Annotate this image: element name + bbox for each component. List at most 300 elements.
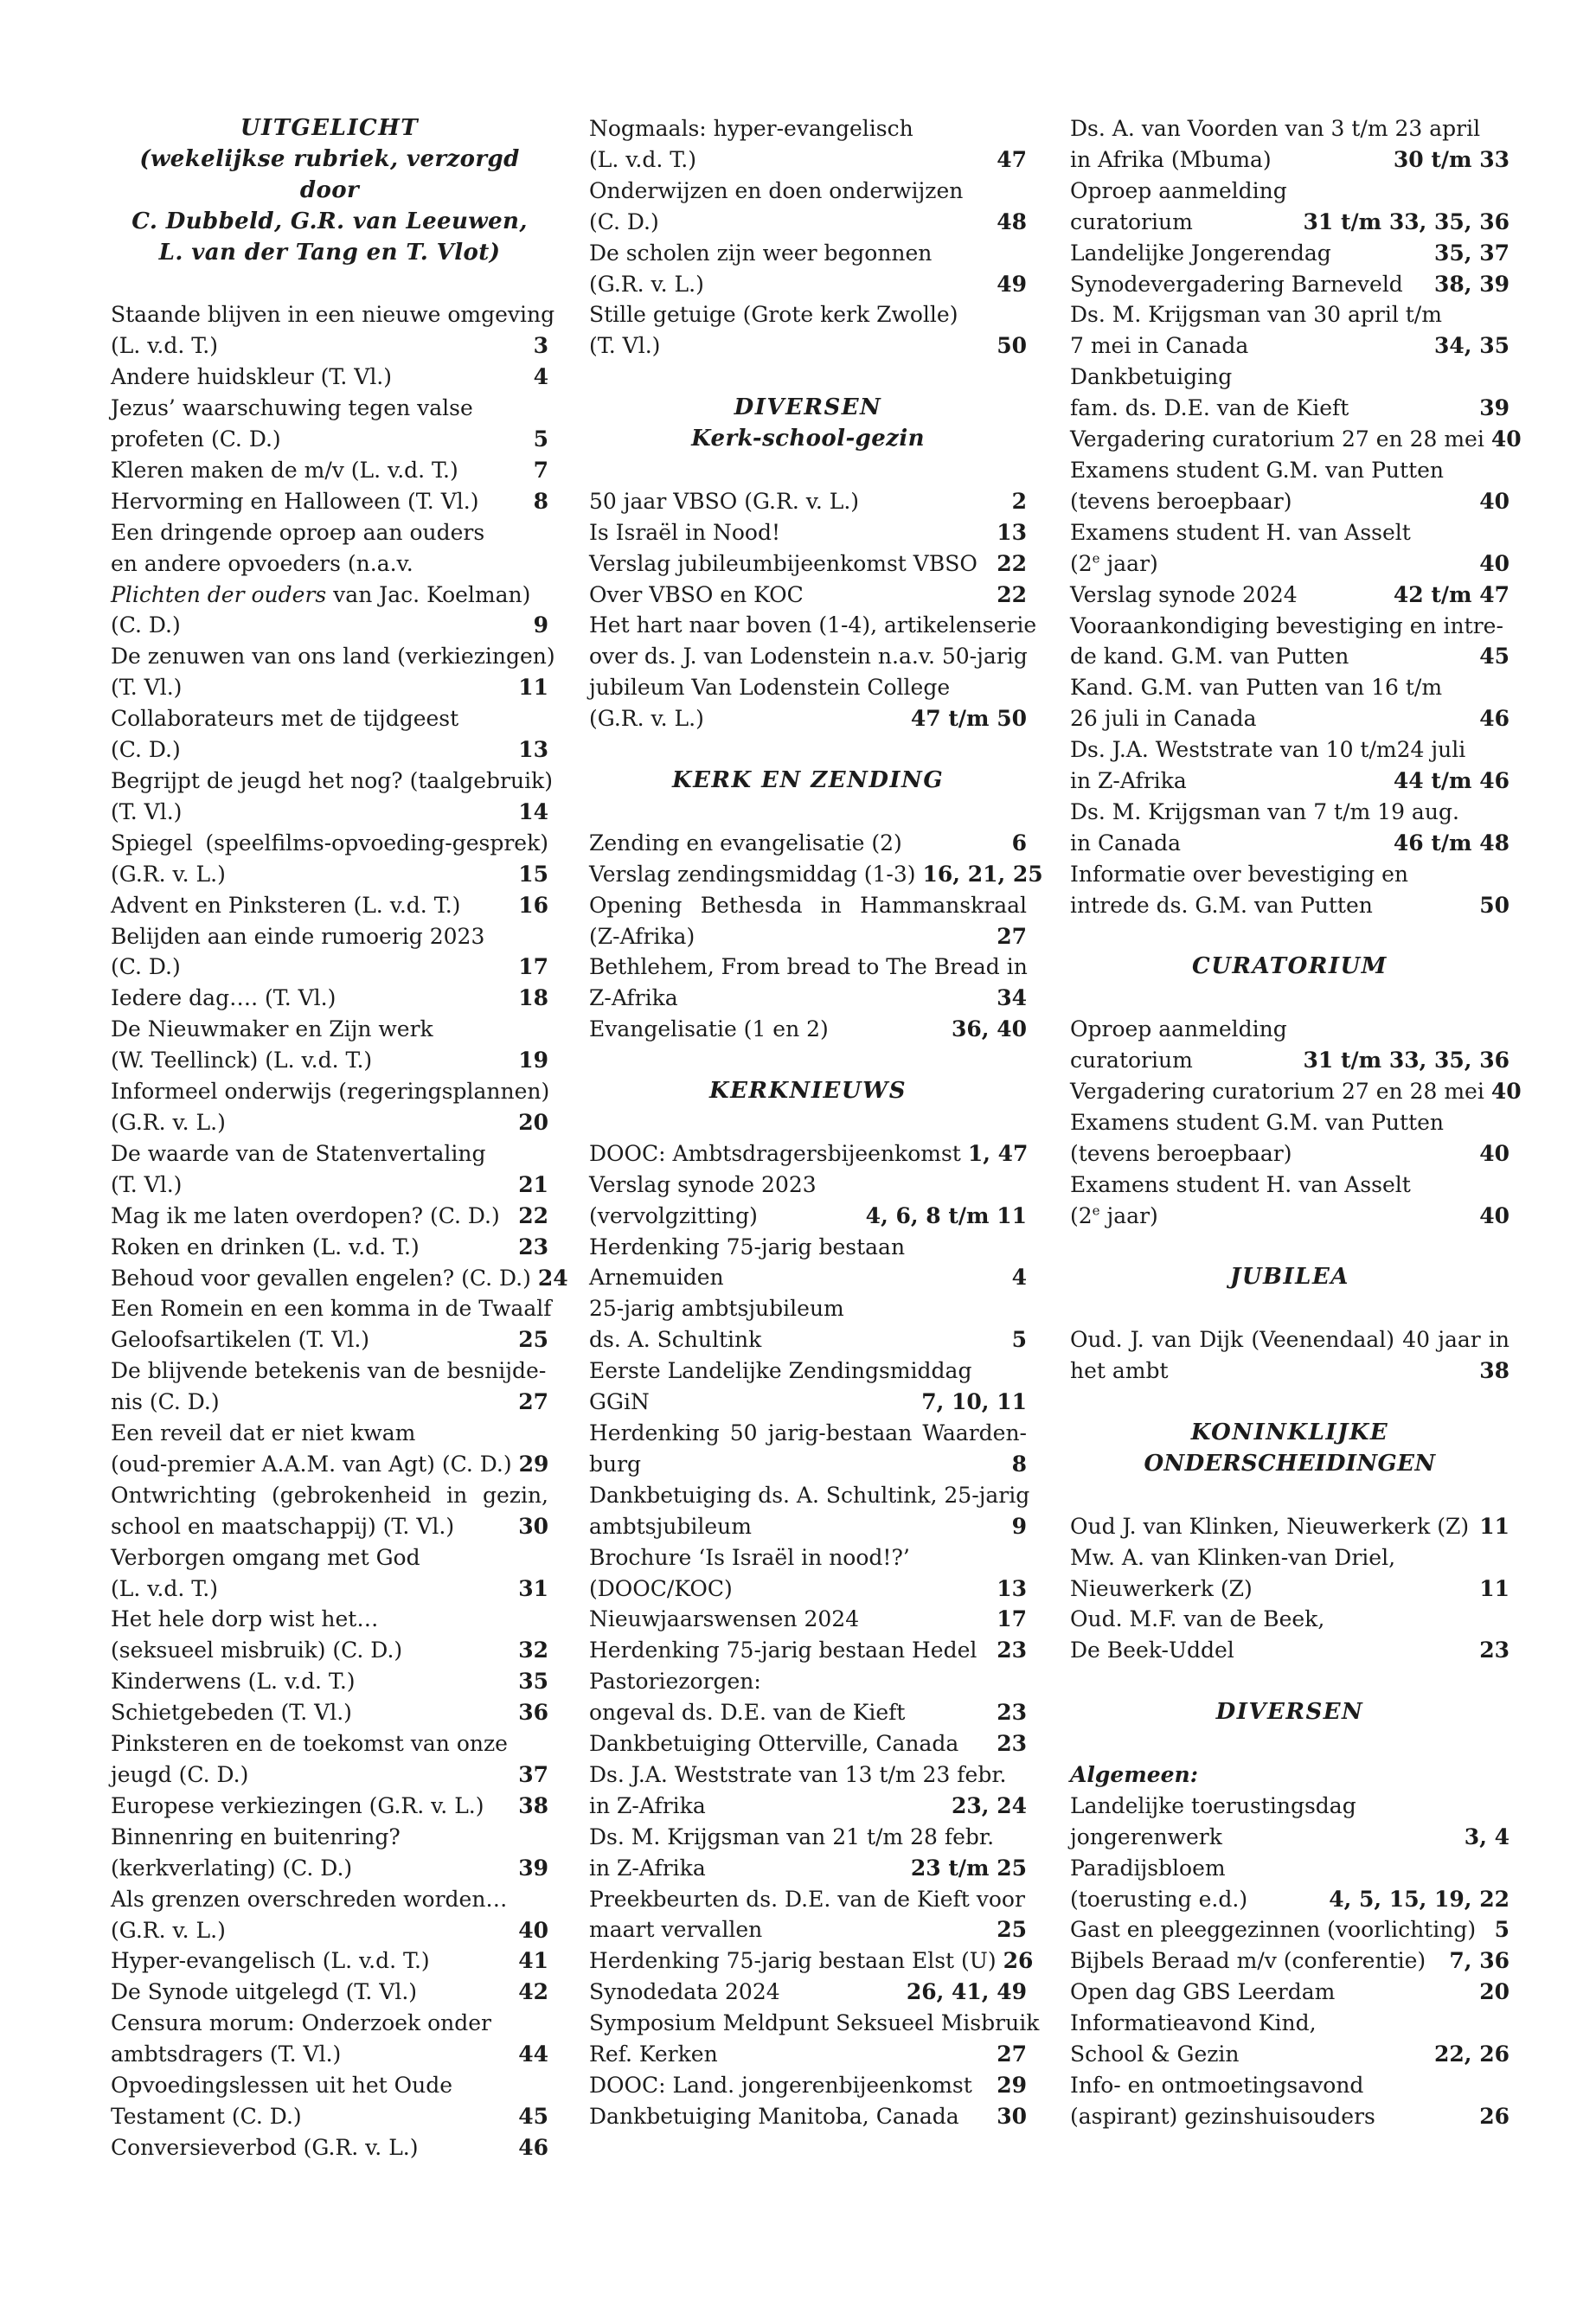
entry-text: jeugd (C. D.): [111, 1762, 249, 1788]
page-number: 4, 6, 8 t/m 11: [865, 1202, 1027, 1228]
index-entry-line: [111, 1480, 548, 1511]
index-entry: [1070, 1542, 1509, 1605]
index-entry-line: [589, 1262, 1027, 1293]
page-number: 13: [997, 519, 1027, 545]
index-entry-line: [1070, 1604, 1509, 1635]
index-entry-line: [1070, 517, 1509, 548]
entry-text: en andere opvoeders (n.a.v.: [111, 550, 413, 576]
index-entry: [589, 952, 1027, 1014]
entry-text: De Nieuwmaker en Zijn werk: [111, 1016, 433, 1042]
index-entry-line: [1070, 455, 1509, 486]
index-entry-line: [1070, 1945, 1509, 1977]
entry-text: Vooraankondiging bevestiging en intre-: [1070, 612, 1503, 638]
index-entry-line: [589, 517, 1027, 548]
page-number: 30: [518, 1513, 548, 1539]
index-entry: [1070, 455, 1509, 517]
index-entry: [1070, 299, 1509, 362]
index-entry-line: [589, 1480, 1030, 1511]
entry-text: (L. v.d. T.): [111, 333, 218, 359]
index-entry-line: [111, 641, 555, 672]
page-number: 25: [518, 1327, 548, 1353]
page-number: 31 t/m 33, 35, 36: [1303, 208, 1509, 234]
index-entry: [589, 1759, 1027, 1822]
page-number: 50: [1479, 892, 1509, 918]
entry-text: DOOC: Land. jongerenbijeenkomst: [589, 2073, 972, 2098]
index-entry-line: [1070, 1791, 1509, 1822]
entry-text: Evangelisatie (1 en 2): [589, 1016, 829, 1042]
page-number: 39: [1479, 395, 1509, 421]
page-number: 49: [997, 271, 1027, 297]
index-entry-line: [111, 1076, 548, 1107]
section-title: DIVERSEN: [734, 394, 882, 421]
entry-text: Synodevergadering Barneveld: [1070, 271, 1403, 297]
entry-text: DOOC: Ambtsdragersbijeenkomst: [589, 1140, 961, 1166]
index-entry-line: [589, 1759, 1027, 1791]
entry-text: Examens student H. van Asselt: [1070, 1171, 1411, 1197]
index-entry: [111, 517, 548, 642]
entry-text: Is Israël in Nood!: [589, 519, 781, 545]
entry-text: burg: [589, 1451, 642, 1477]
index-entry-line: [589, 113, 1027, 144]
entry-text: (T. Vl.): [111, 675, 183, 701]
index-entry-line: [111, 1201, 548, 1232]
entry-text: Stille getuige (Grote kerk Zwolle): [589, 302, 958, 328]
section-subtitle: (wekelijkse rubriek, verzorgd door: [139, 145, 520, 203]
page-number: 19: [518, 1048, 548, 1074]
entry-text: in Canada: [1070, 830, 1181, 856]
index-entry: [589, 1480, 1030, 1542]
entry-text: Bethlehem, From bread to The Bread in: [589, 954, 1028, 980]
index-entry-line: [1070, 144, 1509, 176]
entry-text: De Beek-Uddel: [1070, 1638, 1234, 1663]
section-title: KONINKLIJKE: [1190, 1419, 1389, 1445]
section-subtitle: C. Dubbeld, G.R. van Leeuwen,: [131, 208, 528, 234]
entry-text: Conversieverbod (G.R. v. L.): [111, 2134, 419, 2160]
entry-text: Als grenzen overschreden worden…: [111, 1886, 508, 1912]
entry-text: het ambt: [1070, 1358, 1169, 1384]
entry-text: Pinksteren en de toekomst van onze: [111, 1731, 508, 1757]
index-entry: [589, 859, 1043, 890]
section-heading: [589, 393, 1027, 455]
index-entry-line: [111, 672, 548, 703]
index-entry-line: [589, 610, 1037, 641]
page-number: 27: [997, 2041, 1027, 2067]
section-subtitle: Kerk-school-gezin: [691, 426, 925, 452]
section-title: DIVERSEN: [1215, 1699, 1364, 1726]
entry-text: Ref. Kerken: [589, 2041, 718, 2067]
page-number: 47: [997, 146, 1027, 172]
index-entry-line: [111, 1170, 548, 1201]
index-entry-line: [1070, 2101, 1509, 2132]
entry-text: Brochure ‘Is Israël in nood!?’: [589, 1544, 910, 1570]
index-entry: [589, 517, 1027, 548]
page-number: 22, 26: [1434, 2041, 1509, 2067]
index-entry: [111, 1480, 548, 1542]
entry-text: de kand. G.M. van Putten: [1070, 644, 1349, 670]
index-entry: [589, 1014, 1027, 1045]
entry-text: school en maatschappij) (T. Vl.): [111, 1513, 455, 1539]
index-entry-line: [1070, 424, 1522, 455]
index-entry: [1070, 1107, 1509, 1170]
page-number: 40: [1479, 488, 1509, 514]
page-number: 35: [518, 1669, 548, 1695]
index-entry-line: [111, 517, 548, 548]
index-entry-line: [589, 983, 1027, 1014]
entry-text: Censura morum: Onderzoek onder: [111, 2010, 492, 2036]
index-entry: [111, 455, 548, 486]
page-number: 23: [1479, 1638, 1509, 1663]
page-number: 3, 4: [1464, 1823, 1509, 1849]
index-entry-line: [1070, 1635, 1509, 1666]
entry-text: De waarde van de Statenvertaling: [111, 1140, 486, 1166]
entry-text: Herdenking 75-jarig bestaan: [589, 1234, 906, 1259]
entry-text: Schietgebeden (T. Vl.): [111, 1700, 352, 1726]
entry-text: Nieuwerkerk (Z): [1070, 1575, 1253, 1601]
section-heading: [1070, 1697, 1509, 1728]
index-entry-line: [111, 1604, 548, 1635]
index-entry-line: [589, 1884, 1027, 1915]
page-number: 18: [518, 985, 548, 1011]
index-entry: [111, 1697, 548, 1728]
entry-text: (tevens beroepbaar): [1070, 1140, 1292, 1166]
index-entry-line: [589, 1387, 1027, 1418]
index-entry-line: [1070, 486, 1509, 517]
index-entry-line: [111, 2101, 548, 2132]
index-entry-line: [589, 1418, 1027, 1449]
index-entry-line: [589, 1511, 1027, 1542]
entry-text: (G.R. v. L.): [111, 1109, 226, 1135]
entry-text: Dankbetuiging Manitoba, Canada: [589, 2103, 959, 2129]
entry-text: Eerste Landelijke Zendingsmiddag: [589, 1358, 972, 1384]
index-entry: [111, 299, 555, 362]
entry-text: (seksueel misbruik) (C. D.): [111, 1638, 403, 1663]
index-entry: [589, 1945, 1034, 1977]
page-number: 38: [1479, 1358, 1509, 1384]
entry-text: jongerenwerk: [1070, 1823, 1222, 1849]
entry-text: (L. v.d. T.): [589, 146, 696, 172]
page-number: 46: [1479, 706, 1509, 732]
entry-text: Iedere dag…. (T. Vl.): [111, 985, 337, 1011]
entry-text: Verslag zendingsmiddag (1-3): [589, 861, 916, 887]
index-entry-line: [589, 890, 1027, 921]
index-entry-line: [111, 1822, 548, 1853]
page-number: 2: [1011, 488, 1027, 514]
index-entry: [589, 486, 1027, 517]
index-entry-line: [1070, 1822, 1509, 1853]
entry-text: (Z-Afrika): [589, 923, 695, 949]
index-entry-line: [1070, 703, 1509, 734]
index-entry-line: [1070, 2008, 1509, 2039]
index-entry: [589, 1604, 1027, 1635]
index-entry-line: [589, 641, 1027, 672]
section-title: UITGELICHT: [240, 115, 420, 141]
index-entry: [589, 1884, 1027, 1946]
index-entry: [111, 1138, 548, 1201]
entry-text: Jezus’ waarschuwing tegen valse: [111, 395, 473, 421]
section-title: KERK EN ZENDING: [671, 766, 945, 793]
entry-text: Kand. G.M. van Putten van 16 t/m: [1070, 675, 1443, 701]
index-entry-line: [111, 921, 548, 952]
index-entry: [111, 2008, 548, 2070]
page-number: 3: [533, 333, 548, 359]
entry-text: Symposium Meldpunt Seksueel Misbruik: [589, 2010, 1040, 2036]
index-entry: [589, 1822, 1027, 1884]
index-entry: [589, 890, 1027, 952]
index-entry: [1070, 1914, 1509, 1945]
index-entry-line: [589, 1138, 1027, 1170]
entry-text: Het hart naar boven (1-4), artikelenserie: [589, 612, 1037, 638]
page-number: 30 t/m 33: [1393, 146, 1509, 172]
index-entry-line: [111, 1542, 548, 1574]
index-entry-line: [589, 703, 1027, 734]
entry-text: (2e jaar): [1070, 550, 1158, 576]
index-entry: [589, 1977, 1027, 2008]
entry-text: (vervolgzitting): [589, 1202, 758, 1228]
page-number: 40: [1490, 1079, 1522, 1105]
entry-text: De zenuwen van ons land (verkiezingen): [111, 644, 555, 670]
section-subtitle: L. van der Tang en T. Vlot): [158, 239, 501, 266]
index-entry-line: [589, 1635, 1027, 1666]
index-entry: [1070, 362, 1509, 424]
index-entry-line: [589, 921, 1027, 952]
entry-text: (C. D.): [589, 208, 659, 234]
index-entry-line: [111, 1418, 548, 1449]
index-entry: [589, 1666, 1027, 1728]
index-entry: [589, 1138, 1027, 1170]
index-entry-line: [111, 952, 548, 983]
index-entry: [589, 548, 1027, 580]
index-entry-line: [1070, 672, 1509, 703]
entry-text: Vergadering curatorium 27 en 28 mei: [1070, 1079, 1484, 1105]
index-entry-line: [1070, 890, 1509, 921]
entry-text: Oproep aanmelding: [1070, 177, 1287, 203]
index-entry-line: [589, 2008, 1040, 2039]
index-entry-line: [1070, 2070, 1509, 2101]
entry-text: (toerusting e.d.): [1070, 1886, 1248, 1912]
entry-text: Herdenking 75-jarig bestaan Hedel: [589, 1638, 977, 1663]
index-entry: [589, 580, 1027, 611]
page-number: 1, 47: [967, 1140, 1029, 1166]
entry-text: Open dag GBS Leerdam: [1070, 1979, 1336, 2005]
entry-text: Nieuwjaarswensen 2024: [589, 1606, 860, 1632]
index-entry-line: [111, 983, 548, 1014]
entry-text: Geloofsartikelen (T. Vl.): [111, 1327, 370, 1353]
entry-text: Belijden aan einde rumoerig 2023: [111, 923, 485, 949]
index-entry: [1070, 1977, 1509, 2008]
entry-text: maart vervallen: [589, 1917, 763, 1943]
index-entry: [111, 1356, 548, 1418]
entry-text: Oud J. van Klinken, Nieuwerkerk (Z): [1070, 1513, 1470, 1539]
page-number: 31 t/m 33, 35, 36: [1303, 1048, 1509, 1074]
page-number: 40: [1479, 1202, 1509, 1228]
index-entry-line: [589, 1542, 1027, 1574]
index-entry-line: [1070, 207, 1509, 238]
index-entry: [111, 1791, 548, 1822]
entry-text: Informeel onderwijs (regeringsplannen): [111, 1079, 550, 1105]
page-number: 11: [1479, 1575, 1509, 1601]
index-entry-line: [111, 1387, 548, 1418]
index-entry-line: [1070, 734, 1509, 766]
index-entry: [589, 299, 1027, 362]
index-entry-line: [111, 1045, 548, 1076]
page-number: 23: [997, 1700, 1027, 1726]
index-entry-line: [111, 1915, 548, 1946]
entry-text: Arnemuiden: [589, 1265, 724, 1291]
entry-text: jubileum Van Lodenstein College: [589, 675, 951, 701]
entry-text: Examens student G.M. van Putten: [1070, 457, 1445, 483]
page-number: 16: [518, 892, 548, 918]
index-entry: [589, 113, 1027, 176]
index-entry-line: [1070, 113, 1509, 144]
page-number: 5: [1011, 1327, 1027, 1353]
page-number: 48: [997, 208, 1027, 234]
section-heading: [589, 1076, 1027, 1107]
index-entry: [111, 1977, 548, 2008]
entry-text: (T. Vl.): [589, 333, 661, 359]
index-entry: [1070, 1014, 1509, 1076]
entry-text: Vergadering curatorium 27 en 28 mei: [1070, 426, 1484, 452]
entry-text: curatorium: [1070, 1048, 1193, 1074]
index-entry-line: [589, 859, 1043, 890]
page-number: 21: [518, 1171, 548, 1197]
entry-text: Landelijke toerustingsdag: [1070, 1792, 1356, 1818]
index-entry-line: [1070, 1107, 1509, 1138]
entry-text: Roken en drinken (L. v.d. T.): [111, 1234, 420, 1259]
index-entry-line: [111, 1232, 548, 1263]
index-entry-line: [589, 1201, 1027, 1232]
entry-text: in Afrika (Mbuma): [1070, 146, 1272, 172]
index-entry: [1070, 1076, 1522, 1107]
index-entry-line: [1070, 1884, 1509, 1915]
entry-text: Examens student H. van Asselt: [1070, 519, 1411, 545]
index-entry: [111, 766, 553, 828]
index-entry-line: [111, 299, 555, 330]
section-subtitle: ONDERSCHEIDINGEN: [1144, 1450, 1436, 1477]
page-number: 27: [518, 1389, 548, 1415]
page-number: 13: [997, 1575, 1027, 1601]
index-entry-line: [589, 952, 1027, 983]
entry-text: Plichten der ouders van Jac. Koelman): [111, 581, 531, 607]
entry-text: (oud-premier A.A.M. van Agt) (C. D.): [111, 1451, 512, 1477]
entry-text: Z-Afrika: [589, 985, 678, 1011]
page-number: 40: [1479, 550, 1509, 576]
index-entry: [1070, 734, 1509, 797]
page-number: 34: [997, 985, 1027, 1011]
index-entry-line: [111, 2008, 548, 2039]
index-entry-line: [111, 828, 548, 859]
index-entry: [589, 1356, 1027, 1418]
index-entry-line: [111, 1884, 548, 1915]
index-entry-line: [111, 393, 548, 424]
entry-text: 50 jaar VBSO (G.R. v. L.): [589, 488, 860, 514]
index-entry: [111, 486, 548, 517]
section-heading: [589, 766, 1027, 797]
index-entry-line: [111, 1138, 548, 1170]
page-number: 23: [518, 1234, 548, 1259]
index-entry-line: [1070, 859, 1509, 890]
page-number: 23: [997, 1638, 1027, 1663]
index-entry-line: [111, 1449, 548, 1480]
page-number: 30: [997, 2103, 1027, 2129]
page-number: 23 t/m 25: [910, 1855, 1027, 1881]
page-number: 22: [518, 1202, 548, 1228]
index-entry-line: [589, 1014, 1027, 1045]
index-entry: [1070, 238, 1509, 269]
page-number: 38, 39: [1434, 271, 1509, 297]
entry-text: De scholen zijn weer begonnen: [589, 240, 933, 266]
index-entry: [589, 1170, 1027, 1232]
entry-text: Dankbetuiging Otterville, Canada: [589, 1731, 959, 1757]
index-entry-line: [589, 672, 1027, 703]
page-number: 31: [518, 1575, 548, 1601]
page-number: 24: [537, 1265, 568, 1291]
index-entry: [111, 641, 555, 703]
index-entry-line: [111, 1697, 548, 1728]
entry-text: Ds. A. van Voorden van 3 t/m 23 april: [1070, 116, 1481, 141]
index-entry-line: [589, 1728, 1027, 1759]
index-entry: [589, 1542, 1027, 1605]
entry-text: ambtsdragers (T. Vl.): [111, 2041, 342, 2067]
index-column-3: [1070, 113, 1522, 2132]
entry-text: Het hele dorp wist het…: [111, 1606, 379, 1632]
page-number: 5: [1494, 1917, 1509, 1943]
index-entry-line: [111, 1293, 552, 1324]
entry-text: (G.R. v. L.): [111, 861, 226, 887]
index-entry-line: [1070, 330, 1509, 362]
index-entry-line: [1070, 1511, 1509, 1542]
entry-text: Informatieavond Kind,: [1070, 2010, 1317, 2036]
index-entry: [111, 1418, 548, 1480]
entry-text: Verslag jubileumbijeenkomst VBSO: [589, 550, 977, 576]
index-entry-line: [1070, 1914, 1509, 1945]
index-entry: [1070, 1511, 1509, 1542]
entry-text: ambtsjubileum: [589, 1513, 752, 1539]
index-entry-line: [1070, 1574, 1509, 1605]
page-number: 7: [533, 457, 548, 483]
entry-text: Kinderwens (L. v.d. T.): [111, 1669, 356, 1695]
index-entry-line: [1070, 1853, 1509, 1884]
entry-text: De Synode uitgelegd (T. Vl.): [111, 1979, 418, 2005]
page-number: 8: [533, 488, 548, 514]
index-entry: [111, 362, 548, 393]
index-entry: [1070, 1324, 1509, 1387]
index-entry: [111, 1604, 548, 1666]
page-number: 36, 40: [952, 1016, 1027, 1042]
index-entry: [111, 2132, 548, 2163]
entry-text: Verslag synode 2023: [589, 1171, 817, 1197]
page-number: 26: [1479, 2103, 1509, 2129]
index-entry-line: [111, 2132, 548, 2163]
entry-text: Mw. A. van Klinken-van Driel,: [1070, 1544, 1396, 1570]
index-entry: [111, 1076, 548, 1138]
index-entry-line: [589, 207, 1027, 238]
subsection-heading: Algemeen:: [1070, 1761, 1198, 1787]
page-number: 17: [997, 1606, 1027, 1632]
index-entry: [589, 176, 1027, 238]
entry-text: GGiN: [589, 1389, 650, 1415]
page-number: 23, 24: [952, 1792, 1027, 1818]
index-entry-line: [1070, 393, 1509, 424]
section-heading: [111, 113, 548, 269]
entry-text: (T. Vl.): [111, 1171, 183, 1197]
index-entry-line: [111, 1511, 548, 1542]
index-entry-line: [589, 1574, 1027, 1605]
section-title: CURATORIUM: [1192, 953, 1388, 980]
entry-text: over ds. J. van Lodenstein n.a.v. 50-jarig: [589, 644, 1028, 670]
entry-text: in Z-Afrika: [1070, 768, 1187, 794]
index-entry-line: [589, 486, 1027, 517]
index-entry-line: [111, 797, 548, 828]
